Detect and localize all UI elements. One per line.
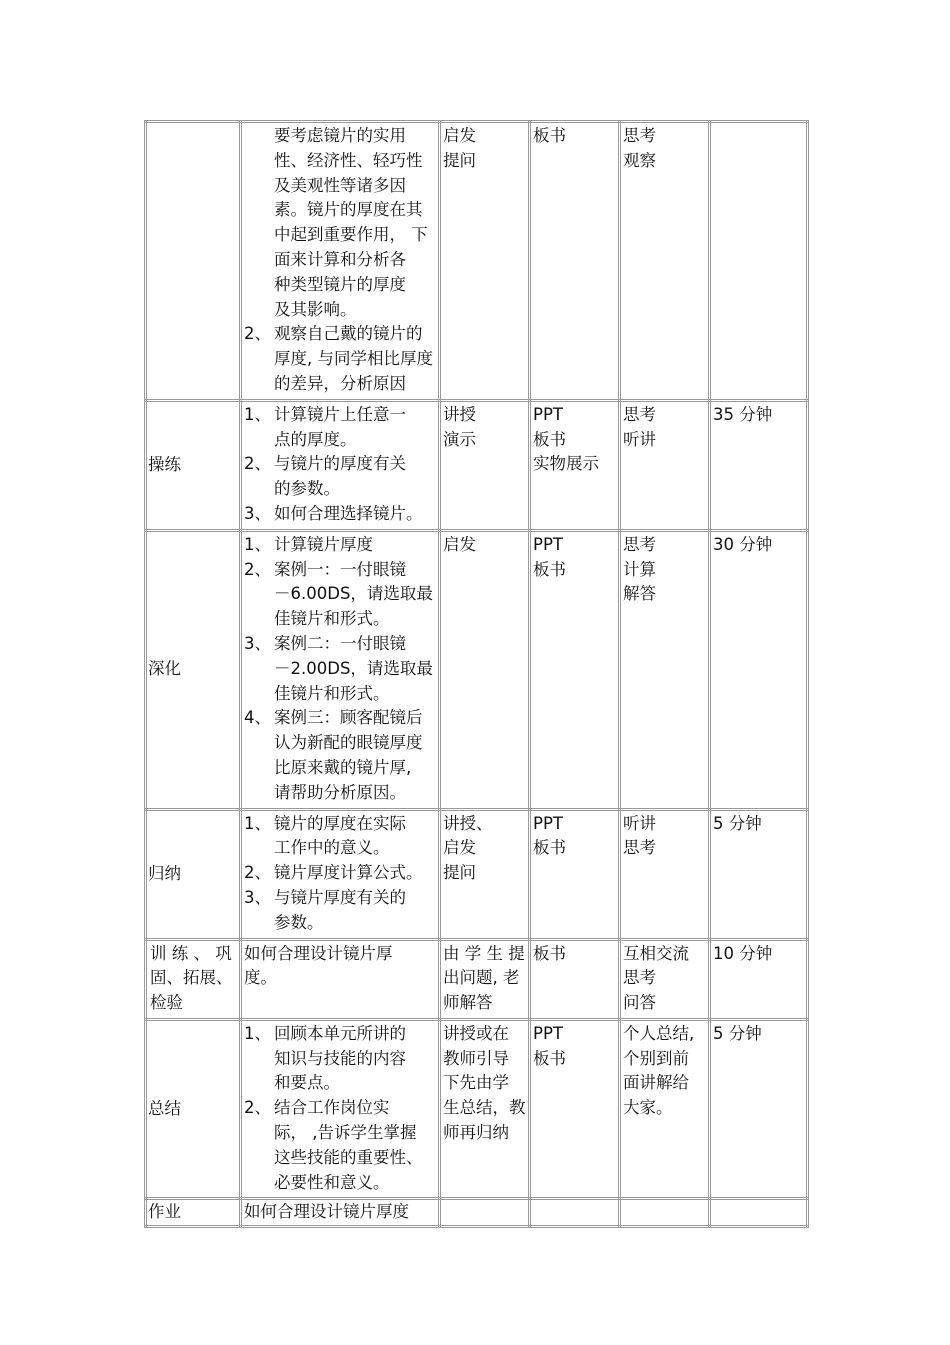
content-cell bbox=[241, 122, 440, 401]
table-row bbox=[146, 1019, 808, 1199]
media-cell: 板书 bbox=[530, 122, 620, 401]
stage-cell: 操练 bbox=[146, 400, 241, 530]
method-cell: 启发 提问 bbox=[440, 122, 530, 401]
student-activity-cell bbox=[620, 1199, 710, 1227]
item-number: 2、 bbox=[244, 863, 271, 883]
list-item: 3、 与镜片厚度有关的 参数。 bbox=[244, 886, 436, 936]
list-item: 2、 结合工作岗位实 际， ,告诉学生掌握 这些技能的重要性、 必要性和意义。 bbox=[244, 1096, 436, 1195]
list-item: 1、 回顾本单元所讲的 知识与技能的内容 和要点。 bbox=[244, 1022, 436, 1096]
student-activity-cell: 思考 计算 解答 bbox=[620, 530, 710, 809]
media-cell: PPT 板书 实物展示 bbox=[530, 400, 620, 530]
list-item: 2、 观察自己戴的镜片的 厚度, 与同学相比厚度 的差异，分析原因 bbox=[244, 322, 436, 396]
student-activity-cell: 思考 观察 bbox=[620, 122, 710, 401]
content-cell bbox=[241, 400, 440, 530]
item-number: 2、 bbox=[244, 454, 271, 474]
media-cell: PPT 板书 bbox=[530, 809, 620, 939]
item-number: 4、 bbox=[244, 708, 271, 728]
content-cell bbox=[241, 1019, 440, 1199]
time-cell bbox=[710, 122, 808, 401]
media-cell: PPT 板书 bbox=[530, 1019, 620, 1199]
media-cell bbox=[530, 1199, 620, 1227]
content-line: 性、经济性、轻巧性 bbox=[274, 150, 423, 170]
stage-cell: 深化 bbox=[146, 530, 241, 809]
content-line: 及美观性等诸多因 bbox=[274, 175, 406, 195]
content-line: 素。镜片的厚度在其 bbox=[274, 200, 423, 220]
item-number: 2、 bbox=[244, 1098, 271, 1118]
stage-cell: 作业 bbox=[146, 1199, 241, 1227]
method-cell: 讲授 演示 bbox=[440, 400, 530, 530]
list-item: 4、 案例三：顾客配镜后 认为新配的眼镜厚度 比原来戴的镜片厚, 请帮助分析原因。 bbox=[244, 706, 436, 805]
item-number: 3、 bbox=[244, 633, 271, 653]
list-item: 1、 计算镜片上任意一 点的厚度。 bbox=[244, 403, 436, 453]
content-line: 面来计算和分析各 bbox=[274, 249, 406, 269]
stage-cell: 归纳 bbox=[146, 809, 241, 939]
media-cell: 板书 bbox=[530, 939, 620, 1019]
time-cell: 30 分钟 bbox=[710, 530, 808, 809]
lesson-plan-table bbox=[144, 120, 809, 1228]
time-cell: 10 分钟 bbox=[710, 939, 808, 1019]
method-cell: 由 学 生 提 出问题, 老 师解答 bbox=[440, 939, 530, 1019]
item-number: 3、 bbox=[244, 503, 271, 523]
stage-cell: 总结 bbox=[146, 1019, 241, 1199]
media-cell: PPT 板书 bbox=[530, 530, 620, 809]
table-row bbox=[146, 400, 808, 530]
list-item: 3、 案例二：一付眼镜 －2.00DS，请选取最 佳镜片和形式。 bbox=[244, 632, 436, 706]
content-line: 要考虑镜片的实用 bbox=[274, 126, 406, 145]
lesson-plan-sheet bbox=[144, 120, 806, 1228]
item-number: 1、 bbox=[244, 404, 271, 424]
time-cell: 5 分钟 bbox=[710, 809, 808, 939]
student-activity-cell: 个人总结, 个别到前 面讲解给 大家。 bbox=[620, 1019, 710, 1199]
table-row bbox=[146, 122, 808, 401]
list-item: 1、 计算镜片厚度 bbox=[244, 533, 436, 558]
method-cell: 讲授或在 教师引导 下先由学 生总结，教 师再归纳 bbox=[440, 1019, 530, 1199]
method-cell: 启发 bbox=[440, 530, 530, 809]
time-cell bbox=[710, 1199, 808, 1227]
list-item: 2、 镜片厚度计算公式。 bbox=[244, 861, 436, 886]
stage-cell: 训 练 、 巩 固、拓展、 检验 bbox=[146, 939, 241, 1019]
table-row bbox=[146, 530, 808, 809]
list-item: 1、 镜片的厚度在实际 工作中的意义。 bbox=[244, 812, 436, 862]
method-cell bbox=[440, 1199, 530, 1227]
student-activity-cell: 听讲 思考 bbox=[620, 809, 710, 939]
table-row bbox=[146, 939, 808, 1019]
time-cell: 5 分钟 bbox=[710, 1019, 808, 1199]
content-line: 及其影响。 bbox=[274, 299, 357, 319]
student-activity-cell: 思考 听讲 bbox=[620, 400, 710, 530]
item-number: 1、 bbox=[244, 534, 271, 554]
content-line: 中起到重要作用， 下 bbox=[274, 225, 428, 245]
time-cell: 35 分钟 bbox=[710, 400, 808, 530]
list-item: 2、 案例一：一付眼镜 －6.00DS，请选取最 佳镜片和形式。 bbox=[244, 558, 436, 632]
table-row bbox=[146, 809, 808, 939]
stage-cell bbox=[146, 122, 241, 401]
item-number: 1、 bbox=[244, 813, 271, 833]
item-number: 1、 bbox=[244, 1023, 271, 1043]
item-number: 2、 bbox=[244, 324, 271, 344]
content-cell bbox=[241, 809, 440, 939]
item-number: 2、 bbox=[244, 559, 271, 579]
content-cell: 如何合理设计镜片厚度 bbox=[241, 1199, 440, 1227]
content-line: 种类型镜片的厚度 bbox=[274, 274, 406, 294]
item-number: 3、 bbox=[244, 887, 271, 907]
content-cell: 如何合理设计镜片厚 度。 bbox=[241, 939, 440, 1019]
table-row bbox=[146, 1199, 808, 1227]
method-cell: 讲授、 启发 提问 bbox=[440, 809, 530, 939]
list-item: 3、 如何合理选择镜片。 bbox=[244, 502, 436, 527]
content-cell bbox=[241, 530, 440, 809]
student-activity-cell: 互相交流 思考 问答 bbox=[620, 939, 710, 1019]
list-item: 2、 与镜片的厚度有关 的参数。 bbox=[244, 452, 436, 502]
